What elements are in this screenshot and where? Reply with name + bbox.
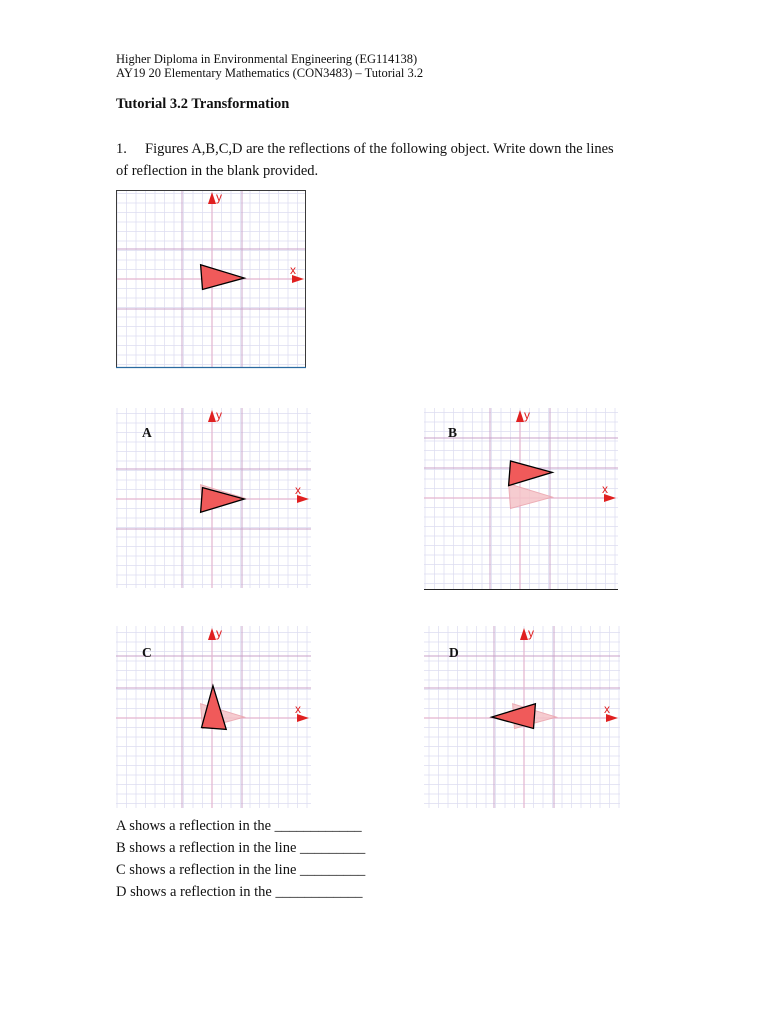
figure-d-label: D xyxy=(449,645,459,660)
course-header-line1: Higher Diploma in Environmental Engineering (EG114138) xyxy=(116,52,418,66)
original-triangle-ghost xyxy=(509,484,553,509)
x-axis-label: x xyxy=(602,482,608,496)
question-text: Figures A,B,C,D are the reflections of the following object. Write down the lines xyxy=(145,141,614,157)
x-axis-label: x xyxy=(295,702,301,716)
object-figure xyxy=(116,190,306,368)
y-axis-label: y xyxy=(216,190,222,204)
y-axis-arrow xyxy=(208,410,216,422)
y-axis-arrow xyxy=(516,410,524,422)
y-axis-label: y xyxy=(216,626,222,640)
figure-a-label: A xyxy=(142,425,152,440)
question-number: 1. xyxy=(116,141,127,157)
x-axis-label: x xyxy=(604,702,610,716)
y-axis-arrow xyxy=(520,628,528,640)
course-header-line2: AY19 20 Elementary Mathematics (CON3483) – Tutorial 3.2 xyxy=(116,66,424,80)
y-axis-label: y xyxy=(216,408,222,422)
y-axis-label: y xyxy=(524,408,530,422)
question-line1 xyxy=(116,138,614,160)
reflected-triangle xyxy=(509,461,553,486)
reflected-triangle xyxy=(201,265,245,290)
x-axis-label: x xyxy=(290,263,296,277)
figure-c-label: C xyxy=(142,645,152,660)
figure-b-label: B xyxy=(448,425,458,440)
question-line2: of reflection in the blank provided. xyxy=(116,163,319,179)
answer-d: D shows a reflection in the ____________ xyxy=(116,884,363,900)
x-axis-label: x xyxy=(295,483,301,497)
answer-c: C shows a reflection in the line _________ xyxy=(116,862,366,878)
answer-a: A shows a reflection in the ____________ xyxy=(116,818,362,834)
answer-b: B shows a reflection in the line _________ xyxy=(116,840,366,856)
y-axis-arrow xyxy=(208,628,216,640)
tutorial-title: Tutorial 3.2 Transformation xyxy=(116,96,290,112)
y-axis-label: y xyxy=(528,626,534,640)
